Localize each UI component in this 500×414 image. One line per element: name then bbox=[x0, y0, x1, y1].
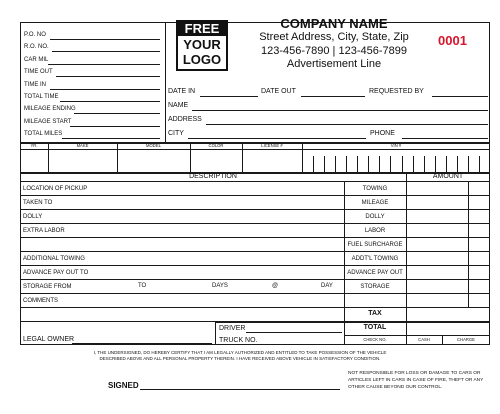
left-field-label: TIME IN bbox=[24, 81, 46, 88]
amount-row-line[interactable] bbox=[344, 195, 490, 196]
charge-label: ADVANCE PAY OUT bbox=[347, 270, 403, 276]
description-row-line[interactable] bbox=[20, 251, 344, 252]
description-label: TAKEN TO bbox=[23, 200, 53, 206]
vin-box-divider bbox=[368, 156, 369, 172]
certification-text: I, THE UNDERSIGNED, DO HEREBY CERTIFY THAT I AM LEGALLY AUTHORIZED AND ENTITLED TO TAKE POSSESSION OF THE VEHICLE DESCRIBED ABOVE AND ALL PERSONAL PROPERTY THEREIN. I HAVE RECEIVED ABOVE VEHICLE IN SATISFACTORY CONDITION. bbox=[93, 350, 387, 361]
vin-box-divider bbox=[479, 156, 480, 172]
vin-box-divider bbox=[324, 156, 325, 172]
left-field-line[interactable] bbox=[48, 64, 160, 65]
vin-box-divider bbox=[346, 156, 347, 172]
vin-box-divider bbox=[379, 156, 380, 172]
charge-label: CHARGE bbox=[457, 337, 475, 342]
description-row-line[interactable] bbox=[20, 209, 344, 210]
disclaimer-text: NOT RESPONSIBLE FOR LOSS OR DAMAGE TO CARS OR ARTICLES LEFT IN CARS IN CASE OF FIRE, THEFT OR ANY OTHER CAUSE BEYOND OUR CONTROL. bbox=[348, 371, 484, 390]
amount-row-line[interactable] bbox=[344, 279, 490, 280]
address-line[interactable] bbox=[206, 124, 488, 125]
description-header: DESCRIPTION bbox=[189, 173, 237, 180]
logo-your: YOUR bbox=[183, 37, 221, 52]
vin-box-divider bbox=[313, 156, 314, 172]
charge-label: DOLLY bbox=[365, 214, 385, 220]
signed-line[interactable] bbox=[140, 389, 340, 390]
truck-no-line[interactable] bbox=[256, 344, 342, 345]
legal-owner-line[interactable] bbox=[72, 343, 212, 344]
amount-row-line[interactable] bbox=[344, 237, 490, 238]
company-address: Street Address, City, State, Zip bbox=[259, 31, 409, 43]
description-row-line[interactable] bbox=[20, 195, 344, 196]
left-field-label: TIME OUT bbox=[24, 69, 53, 76]
form-number: 0001 bbox=[438, 33, 467, 48]
total-bottom bbox=[344, 335, 490, 336]
description-label: ADVANCE PAY OUT TO bbox=[23, 270, 89, 276]
charge-label: TOWING bbox=[362, 186, 388, 192]
amount-row-line[interactable] bbox=[344, 223, 490, 224]
charge-amount-divider bbox=[406, 173, 407, 345]
vehicle-col-header: YR. bbox=[30, 143, 38, 148]
description-row-line[interactable] bbox=[20, 237, 344, 238]
vin-box-divider bbox=[424, 156, 425, 172]
storage-to-label: TO bbox=[138, 283, 147, 289]
truck-no-label: TRUCK NO. bbox=[219, 337, 258, 344]
vin-box-divider bbox=[435, 156, 436, 172]
left-field-line[interactable] bbox=[74, 113, 160, 114]
address-label: ADDRESS bbox=[168, 116, 202, 123]
vin-box-divider bbox=[357, 156, 358, 172]
storage-days-label: DAYS bbox=[212, 283, 228, 289]
charge-label: ADDT'L TOWING bbox=[351, 256, 399, 262]
comments-line-1[interactable] bbox=[20, 307, 344, 308]
left-field-line[interactable] bbox=[60, 101, 160, 102]
name-line[interactable] bbox=[192, 110, 488, 111]
left-field-label: MILEAGE ENDING bbox=[24, 106, 76, 113]
vehicle-col-header: LICENSE # bbox=[261, 143, 283, 148]
left-field-line[interactable] bbox=[56, 76, 160, 77]
description-label: COMMENTS bbox=[23, 298, 58, 304]
description-label: STORAGE FROM bbox=[23, 284, 72, 290]
tax-label: TAX bbox=[368, 310, 382, 317]
name-label: NAME bbox=[168, 102, 189, 109]
driver-label: DRIVER bbox=[219, 325, 246, 332]
signed-label: SIGNED bbox=[108, 381, 139, 390]
description-label: DOLLY bbox=[23, 214, 43, 220]
vehicle-header-bottom bbox=[20, 149, 490, 150]
logo-logo: LOGO bbox=[182, 52, 222, 67]
logo-box bbox=[176, 20, 228, 71]
vin-box-divider bbox=[446, 156, 447, 172]
check-no-label: CHECK NO. bbox=[363, 337, 387, 342]
driver-box-left bbox=[215, 321, 216, 345]
requested-by-label: REQUESTED BY bbox=[369, 88, 424, 95]
left-field-label: TOTAL MILES bbox=[24, 131, 63, 138]
amount-row-line[interactable] bbox=[344, 265, 490, 266]
vin-box-divider bbox=[335, 156, 336, 172]
vehicle-col-header: MAKE bbox=[76, 143, 89, 148]
left-box-divider bbox=[165, 22, 166, 142]
left-field-label: MILEAGE START bbox=[24, 118, 72, 125]
tax-top bbox=[344, 307, 490, 308]
charge-label: LABOR bbox=[364, 228, 386, 234]
description-label: ADDITIONAL TOWING bbox=[23, 256, 85, 262]
city-line[interactable] bbox=[188, 138, 366, 139]
company-ad-line: Advertisement Line bbox=[286, 58, 382, 70]
charge-label: MILEAGE bbox=[361, 200, 389, 206]
legal-owner-label: LEGAL OWNER bbox=[23, 336, 75, 343]
driver-line[interactable] bbox=[246, 332, 342, 333]
left-field-line[interactable] bbox=[50, 39, 160, 40]
vin-box-divider bbox=[468, 156, 469, 172]
phone-line[interactable] bbox=[402, 138, 488, 139]
description-row-line[interactable] bbox=[20, 293, 344, 294]
description-row-line[interactable] bbox=[20, 279, 344, 280]
vehicle-col-header: VIN # bbox=[390, 143, 402, 148]
left-field-line[interactable] bbox=[70, 126, 160, 127]
vehicle-col-header: COLOR bbox=[208, 143, 224, 148]
vin-box-divider bbox=[390, 156, 391, 172]
phone-label: PHONE bbox=[370, 130, 395, 137]
description-row-line[interactable] bbox=[20, 223, 344, 224]
vehicle-col-header: MODEL bbox=[146, 143, 161, 148]
section-header-bottom bbox=[20, 181, 490, 182]
requested-by-line[interactable] bbox=[432, 96, 488, 97]
left-field-line[interactable] bbox=[50, 89, 160, 90]
amount-row-line[interactable] bbox=[344, 251, 490, 252]
date-in-label: DATE IN bbox=[168, 88, 196, 95]
left-field-label: R.O. NO. bbox=[24, 44, 49, 51]
left-field-line[interactable] bbox=[62, 138, 160, 139]
left-field-label: P.O. NO bbox=[24, 32, 46, 38]
date-in-line[interactable] bbox=[200, 96, 258, 97]
date-out-label: DATE OUT bbox=[261, 88, 296, 95]
logo-free: FREE bbox=[178, 21, 226, 36]
storage-at-label: @ bbox=[272, 283, 279, 289]
city-label: CITY bbox=[168, 130, 184, 137]
amount-cents-divider bbox=[468, 181, 469, 307]
cash-label: CASH bbox=[418, 337, 430, 342]
left-field-label: CAR MIL bbox=[24, 56, 49, 63]
description-label: EXTRA LABOR bbox=[23, 228, 65, 234]
vin-box-divider bbox=[402, 156, 403, 172]
amount-header: AMOUNT bbox=[432, 173, 464, 180]
vin-box-divider bbox=[413, 156, 414, 172]
storage-day-label: DAY bbox=[321, 283, 333, 289]
amount-row-line[interactable] bbox=[344, 293, 490, 294]
total-label: TOTAL bbox=[363, 324, 387, 331]
left-field-line[interactable] bbox=[52, 51, 160, 52]
description-label: LOCATION OF PICKUP bbox=[23, 186, 88, 192]
company-name: COMPANY NAME bbox=[280, 16, 388, 31]
company-phones: 123-456-7890 | 123-456-7899 bbox=[261, 45, 407, 57]
charge-label: STORAGE bbox=[360, 284, 390, 290]
description-row-line[interactable] bbox=[20, 265, 344, 266]
date-out-line[interactable] bbox=[301, 96, 365, 97]
comments-line-2[interactable] bbox=[20, 321, 215, 322]
tax-bottom bbox=[215, 321, 490, 323]
charge-label: FUEL SURCHARGE bbox=[347, 242, 403, 248]
left-field-label: TOTAL TIME bbox=[24, 94, 59, 100]
amount-row-line[interactable] bbox=[344, 209, 490, 210]
vin-box-divider bbox=[457, 156, 458, 172]
